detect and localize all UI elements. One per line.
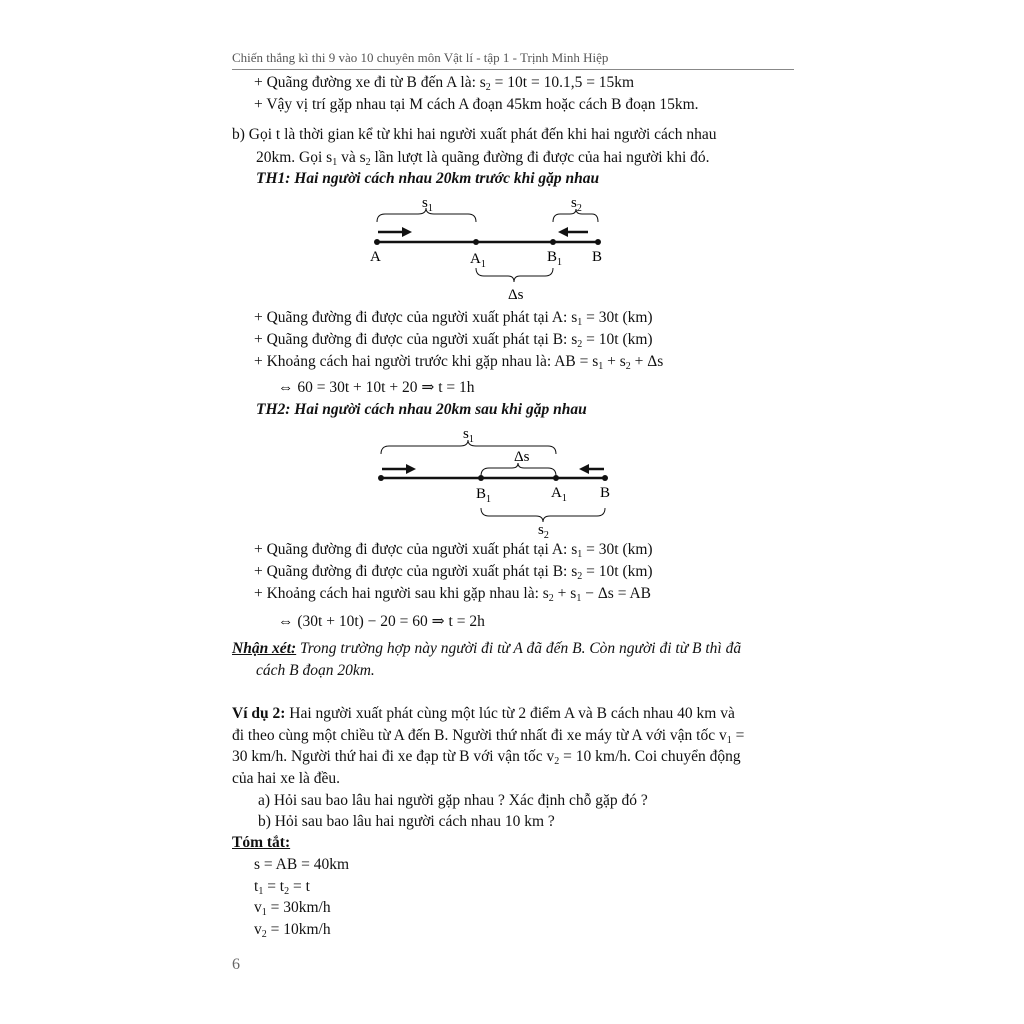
th1-title: TH1: Hai người cách nhau 20km trước khi gặp nhau bbox=[256, 170, 600, 187]
th2-s2-label: $s_2$ bbox=[538, 522, 549, 541]
th1-left-arrow bbox=[558, 227, 568, 237]
th1-label-A: A bbox=[370, 249, 381, 265]
th2-line-3: + Khoảng cách hai người sau khi gặp nhau là: $s_2 + s_1 - \Delta s$ = AB bbox=[254, 585, 651, 604]
page-number: 6 bbox=[232, 956, 240, 973]
example2-line-2: đi theo cùng một chiều từ A đến B. Người thứ nhất đi xe máy từ A với vận tốc $v_1$ = bbox=[232, 727, 745, 746]
th1-label-A1: $A_1$ bbox=[470, 251, 486, 270]
th2-diagram bbox=[370, 424, 620, 542]
th2-s1-label: $s_1$ bbox=[463, 426, 474, 445]
th1-s1-label: $s_1$ bbox=[422, 195, 433, 214]
th1-line-1: + Quãng đường đi được của người xuất phát tại A: $s_1 = 30t$ (km) bbox=[254, 309, 653, 328]
th1-label-B: B bbox=[592, 249, 603, 265]
top-line-2: + Vậy vị trí gặp nhau tại M cách A đoạn 45km hoặc cách B đoạn 15km. bbox=[254, 96, 699, 113]
example2-line-4: của hai xe là đều. bbox=[232, 770, 341, 787]
th1-label-B1: $B_1$ bbox=[547, 249, 563, 268]
header-rule bbox=[232, 69, 794, 70]
th2-ds-label: Δs bbox=[514, 449, 530, 465]
th2-title: TH2: Hai người cách nhau 20km sau khi gặp nhau bbox=[256, 401, 587, 418]
th2-label-B1: $B_1$ bbox=[476, 486, 492, 505]
th1-line-2: + Quãng đường đi được của người xuất phát tại B: $s_2 = 10t$ (km) bbox=[254, 331, 653, 350]
th2-s1-brace bbox=[381, 440, 556, 454]
example2-label: Ví dụ 2: bbox=[232, 705, 286, 722]
th1-line-3: + Khoảng cách hai người trước khi gặp nhau là: AB = $s_1 + s_2 + \Delta s$ bbox=[254, 353, 664, 372]
th2-line-2: + Quãng đường đi được của người xuất phát tại B: $s_2 = 10t$ (km) bbox=[254, 563, 653, 582]
th1-right-arrow bbox=[402, 227, 412, 237]
th2-s2-brace bbox=[481, 508, 605, 522]
part-b-line-2: 20km. Gọi $s_1$ và $s_2$ lần lượt là quãng đường đi được của hai người khi đó. bbox=[256, 149, 710, 168]
running-header: Chiến thắng kì thi 9 vào 10 chuyên môn Vật lí - tập 1 - Trịnh Minh Hiệp bbox=[232, 50, 609, 65]
example2-question-a: a) Hỏi sau bao lâu hai người gặp nhau ? Xác định chỗ gặp đó ? bbox=[258, 792, 648, 809]
summary-v2: $v_2 = 10km/h$ bbox=[254, 921, 331, 940]
remark-line-2: cách B đoạn 20km. bbox=[256, 662, 375, 679]
th1-ds-label: Δs bbox=[508, 287, 524, 303]
summary-s: s = AB = 40km bbox=[254, 856, 349, 873]
th1-equation: ⇔ 60 = 30t + 10t + 20 ⇒ t = 1h bbox=[278, 379, 475, 396]
th2-label-B: B bbox=[600, 485, 611, 501]
example2-question-b: b) Hỏi sau bao lâu hai người cách nhau 10 km ? bbox=[258, 813, 555, 830]
th2-label-A1: $A_1$ bbox=[551, 485, 567, 504]
th2-ds-brace bbox=[481, 463, 556, 476]
summary-t: $t_1 = t_2 = t$ bbox=[254, 878, 310, 897]
th1-s2-brace bbox=[553, 209, 598, 222]
th2-line-1: + Quãng đường đi được của người xuất phát tại A: $s_1 = 30t$ (km) bbox=[254, 541, 653, 560]
th1-diagram bbox=[360, 192, 620, 304]
remark-label: Nhận xét: bbox=[232, 640, 297, 657]
th2-equation: ⇔ (30t + 10t) − 20 = 60 ⇒ t = 2h bbox=[278, 613, 485, 630]
th1-s1-brace bbox=[377, 208, 476, 222]
th1-ds-brace bbox=[476, 268, 553, 282]
example2-line-3: 30 km/h. Người thứ hai đi xe đạp từ B với vận tốc $v_2 = 10$ km/h. Coi chuyển động bbox=[232, 748, 741, 767]
example2-line-1: Ví dụ 2: Hai người xuất phát cùng một lúc từ 2 điểm A và B cách nhau 40 km và bbox=[232, 705, 735, 722]
th2-left-arrow bbox=[579, 464, 589, 474]
th1-s2-label: $s_2$ bbox=[571, 195, 582, 214]
part-b-line-1: b) Gọi t là thời gian kể từ khi hai người xuất phát đến khi hai người cách nhau bbox=[232, 126, 717, 143]
summary-label: Tóm tắt: bbox=[232, 834, 291, 851]
summary-v1: $v_1 = 30km/h$ bbox=[254, 899, 331, 918]
top-line-1: + Quãng đường xe đi từ B đến A là: $s_2 = 10t = 10.1,5 = 15km$ bbox=[254, 74, 635, 93]
remark-line-1: Nhận xét: Trong trường hợp này người đi từ A đã đến B. Còn người đi từ B thì đã bbox=[232, 640, 742, 657]
th2-right-arrow bbox=[406, 464, 416, 474]
